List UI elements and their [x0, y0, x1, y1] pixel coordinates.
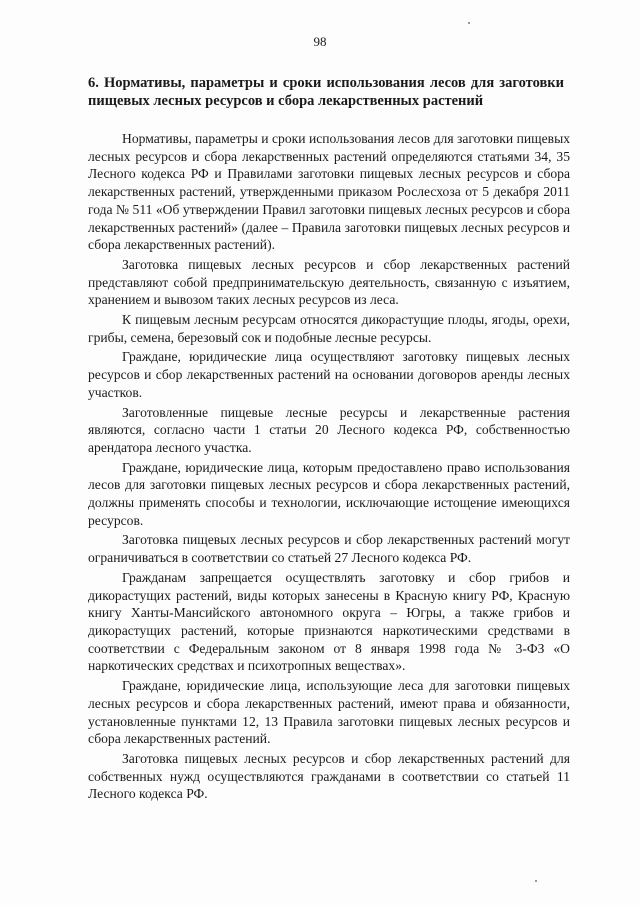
paragraph-10: Заготовка пищевых лесных ресурсов и сбор лекарственных растений для собственных нужд осуществляются гражданами в соответствии со статьей 11 Лесного кодекса РФ.	[88, 750, 570, 802]
paragraph-4: Граждане, юридические лица осуществляют заготовку пищевых лесных ресурсов и сбор лекарственных растений на основании договоров аренды лесных участков.	[88, 349, 570, 400]
paragraph-8: Гражданам запрещается осуществлять заготовку и сбор грибов и дикорастущих растений, виды которых занесены в Красную книгу РФ, Красную книгу Ханты-Мансийского автономного округа – Югры, а также грибов и дикорастущих растений, которые признаются наркотическими средствами в соответствии с Федеральным законом от 8 января 1998 года № 3-ФЗ «О наркотических средствах и психотропных веществах».	[88, 569, 570, 674]
page-number: 98	[313, 34, 327, 49]
paragraph-5: Заготовленные пищевые лесные ресурсы и лекарственные растения являются, согласно части 1 статьи 20 Лесного кодекса РФ, собственностью арендатора лесного участка.	[88, 404, 570, 455]
body-text	[88, 130, 570, 805]
paragraph-9: Граждане, юридические лица, использующие леса для заготовки пищевых лесных ресурсов и сбора лекарственных растений, имеют права и обязанности, установленные пунктами 12, 13 Правила заготовки пищевых лесных ресурсов и сбора лекарственных растений.	[88, 678, 570, 747]
paragraph-6: Граждане, юридические лица, которым предоставлено право использования лесов для заготовки пищевых лесных ресурсов и сбора лекарственных растений, должны применять способы и технологии, исключающие истощение имеющихся ресурсов.	[88, 459, 570, 528]
paragraph-3: К пищевым лесным ресурсам относятся дикорастущие плоды, ягоды, орехи, грибы, семена, березовый сок и подобные лесные ресурсы.	[88, 312, 570, 345]
scan-speck	[468, 22, 470, 24]
paragraph-2: Заготовка пищевых лесных ресурсов и сбор лекарственных растений представляют собой предпринимательскую деятельность, связанную с изъятием, хранением и вывозом таких лесных ресурсов из леса.	[88, 256, 570, 308]
paragraph-1: Нормативы, параметры и сроки использования лесов для заготовки пищевых лесных ресурсов и сбора лекарственных растений определяются статьями 34, 35 Лесного кодекса РФ и Правилами заготовки пищевых лесных ресурсов и сбора лекарственных растений, утвержденными приказом Рослесхоза от 5 декабря 2011 года № 511 «Об утверждении Правил заготовки пищевых лесных ресурсов и сбора лекарственных растений» (далее – Правила заготовки пищевых лесных ресурсов и сбора лекарственных растений).	[88, 131, 570, 253]
section-heading: 6. Нормативы, параметры и сроки использования лесов для заготовки пищевых лесных ресурсов и сбора лекарственных растений	[88, 75, 564, 109]
scan-speck	[535, 880, 537, 882]
paragraph-7: Заготовка пищевых лесных ресурсов и сбор лекарственных растений могут ограничиваться в соответствии со статьей 27 Лесного кодекса РФ.	[88, 532, 570, 566]
